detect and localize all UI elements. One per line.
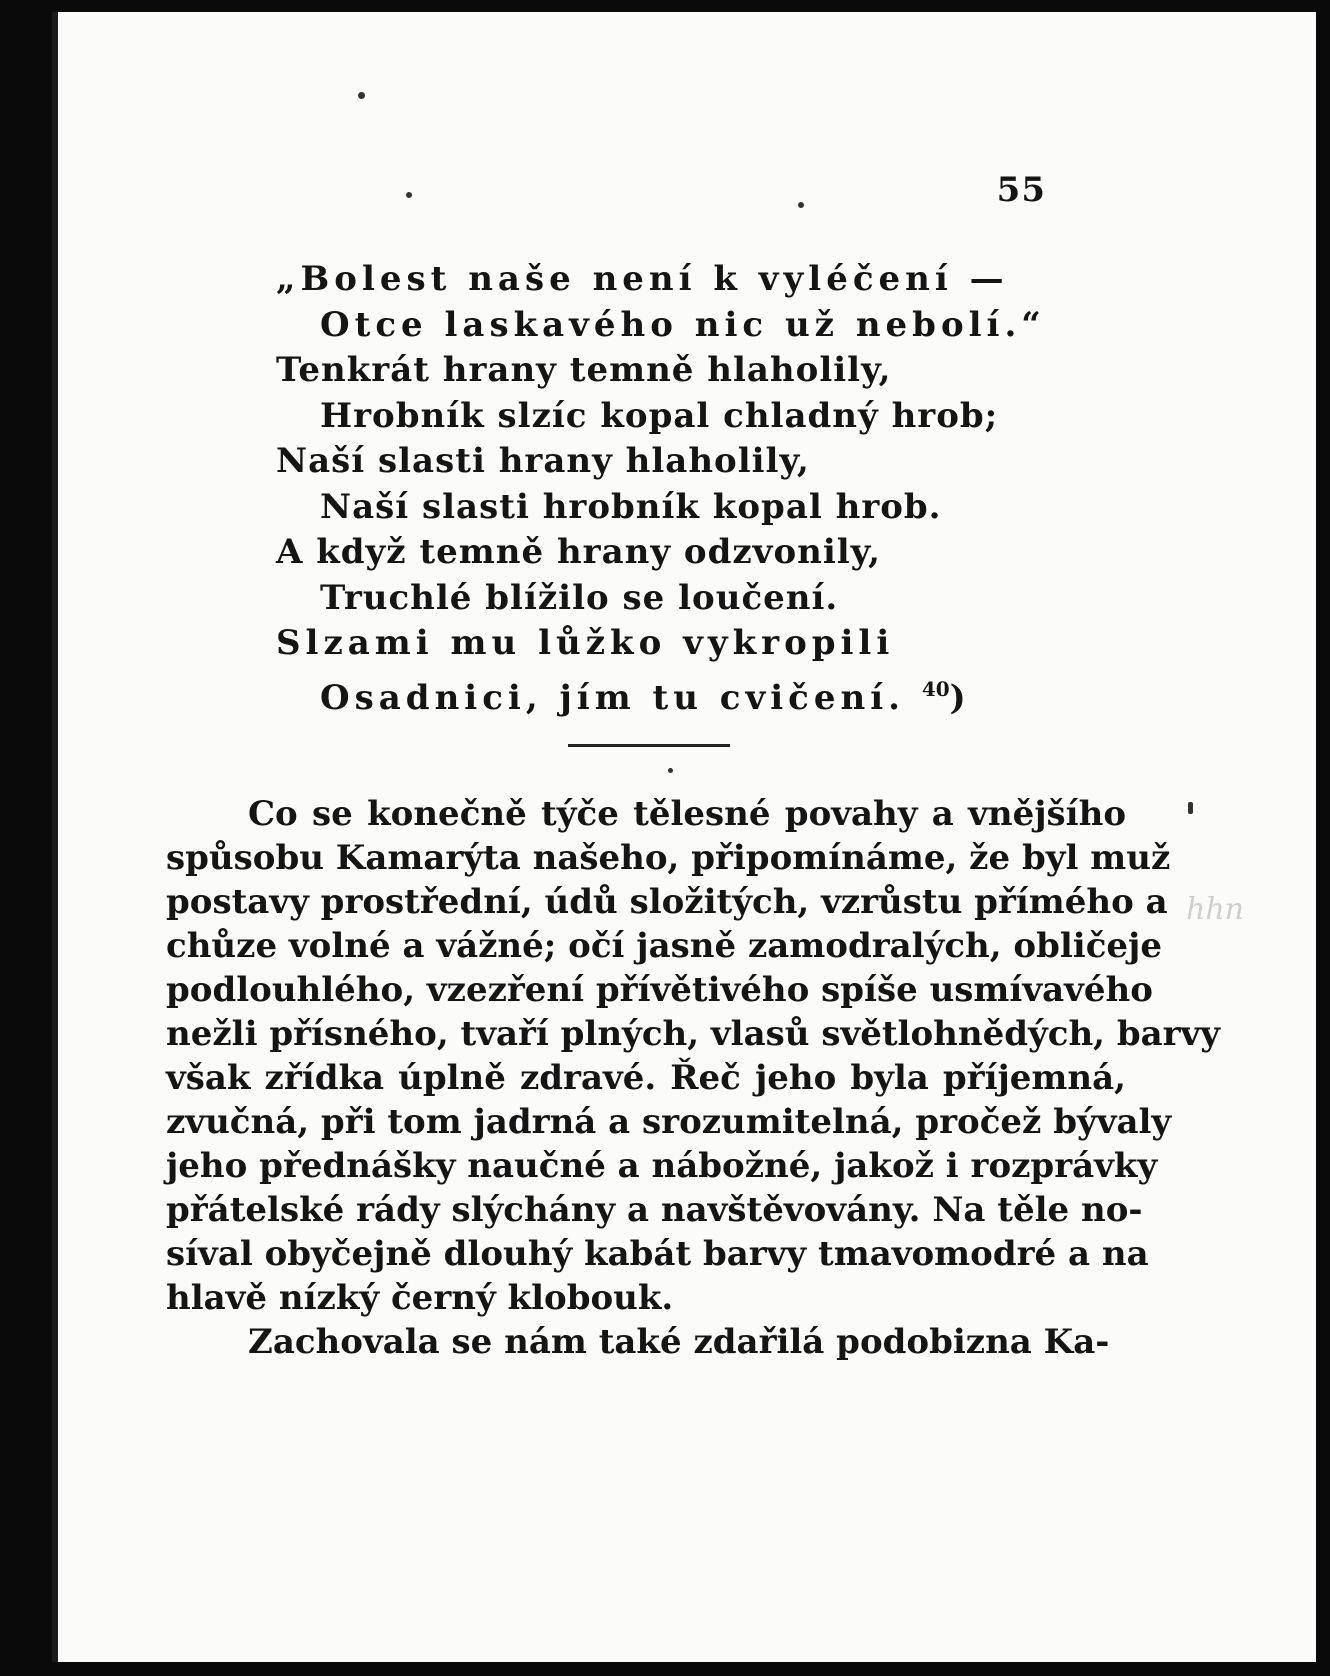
paragraph-line: Zachovala se nám také zdařilá podobizna Ka- xyxy=(248,1322,1110,1362)
poem-line: Naší slasti hrany hlaholily, xyxy=(276,441,810,481)
poem-line: Tenkrát hrany temně hlaholily, xyxy=(276,350,892,390)
paragraph-line: chůze volné a vážné; očí jasně zamodralých, obličeje xyxy=(166,926,1162,966)
poem-line: Hrobník slzíc kopal chladný hrob; xyxy=(320,395,999,436)
paragraph-line: hlavě nízký černý klobouk. xyxy=(166,1278,674,1318)
ink-speck xyxy=(406,192,412,198)
poem-line: Truchlé blížilo se loučení. xyxy=(320,577,839,618)
paragraph-line: spůsobu Kamarýta našeho, připomínáme, že byl muž xyxy=(166,838,1171,878)
bleed-through-text: hhn xyxy=(1186,892,1244,927)
ink-speck xyxy=(668,768,673,773)
ink-speck xyxy=(1188,802,1193,814)
poem-line: Otce laskavého nic už nebolí.“ xyxy=(320,304,1046,345)
paragraph-line: síval obyčejně dlouhý kabát barvy tmavomodré a na xyxy=(166,1234,1149,1274)
poem xyxy=(276,257,1076,721)
paragraph-line: Co se konečně týče tělesné povahy a vnějšího xyxy=(248,794,1126,834)
paragraph-line: nežli přísného, tvaří plných, vlasů světlohnědých, barvy xyxy=(166,1014,1221,1054)
footnote-close: ) xyxy=(949,677,971,718)
ink-speck xyxy=(358,92,365,99)
paragraph-line: zvučná, při tom jadrná a srozumitelná, pročež bývaly xyxy=(166,1102,1172,1142)
poem-line: Naší slasti hrobník kopal hrob. xyxy=(320,486,942,527)
page-number: 55 xyxy=(996,170,1046,210)
footnote-marker[interactable]: 40 xyxy=(921,676,950,701)
paragraph xyxy=(166,1320,1126,1364)
poem-line: Osadnici, jím tu cvičení. $^{40}$) xyxy=(320,676,971,718)
section-divider xyxy=(568,744,730,747)
paragraph-line: podlouhlého, vzezření přívětivého spíše usmívavého xyxy=(166,970,1153,1010)
book-page xyxy=(52,12,1316,1662)
paragraph-line: postavy prostřední, údů složitých, vzrůstu přímého a xyxy=(166,882,1168,922)
poem-line: Slzami mu lůžko vykropili xyxy=(276,623,895,663)
paragraph-line: jeho přednášky naučné a nábožné, jakož i rozprávky xyxy=(166,1146,1158,1186)
ink-speck xyxy=(798,202,804,208)
paragraph-line: však zřídka úplně zdravé. Řeč jeho byla příjemná, xyxy=(166,1058,1126,1098)
poem-line: „Bolest naše není k vyléčení — xyxy=(276,259,1009,299)
paragraph-line: přátelské rády slýchány a navštěvovány. Na těle no- xyxy=(166,1190,1143,1230)
poem-line: A když temně hrany odzvonily, xyxy=(276,532,882,572)
